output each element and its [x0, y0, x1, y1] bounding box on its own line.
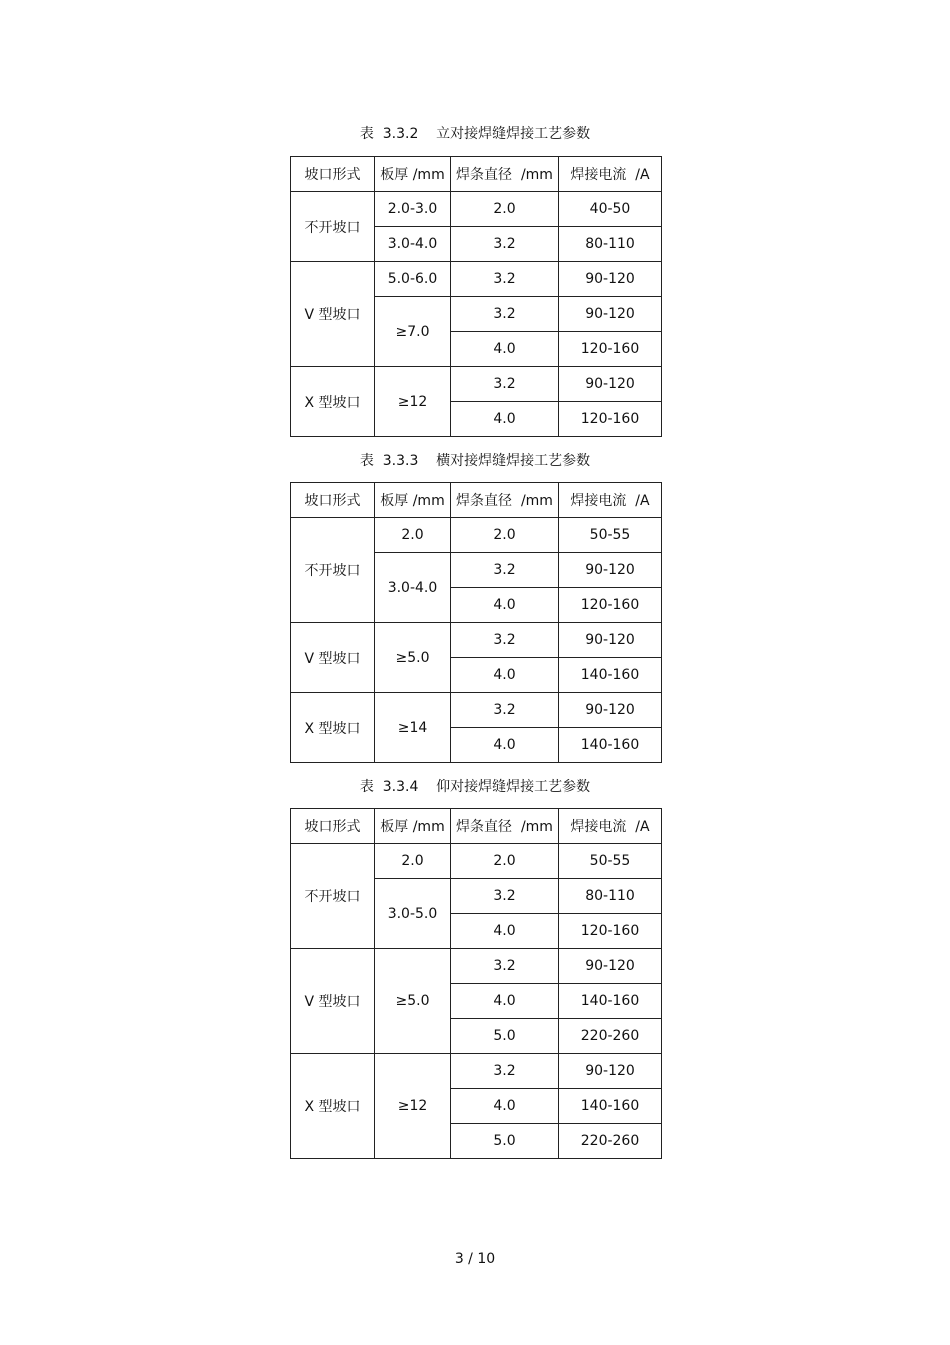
diameter-cell: 3.2 — [451, 879, 559, 914]
current-cell: 90-120 — [559, 297, 662, 332]
current-cell: 140-160 — [559, 984, 662, 1019]
current-cell: 140-160 — [559, 1089, 662, 1124]
current-cell: 220-260 — [559, 1019, 662, 1054]
current-cell: 90-120 — [559, 693, 662, 728]
groove-type-cell: X 型坡口 — [291, 693, 375, 763]
header-thickness: 板厚 /mm — [375, 809, 451, 844]
groove-type-cell: X 型坡口 — [291, 367, 375, 437]
current-cell: 90-120 — [559, 949, 662, 984]
diameter-cell: 3.2 — [451, 553, 559, 588]
thickness-cell: 2.0 — [375, 844, 451, 879]
diameter-cell: 4.0 — [451, 1089, 559, 1124]
current-cell: 90-120 — [559, 262, 662, 297]
diameter-cell: 3.2 — [451, 227, 559, 262]
diameter-cell: 3.2 — [451, 1054, 559, 1089]
header-electrode-diameter: 焊条直径 /mm — [451, 483, 559, 518]
page-number: 3 / 10 — [454, 1251, 496, 1267]
header-thickness: 板厚 /mm — [375, 157, 451, 192]
diameter-cell: 2.0 — [451, 192, 559, 227]
diameter-cell: 4.0 — [451, 332, 559, 367]
table-row — [291, 693, 662, 728]
current-cell: 40-50 — [559, 192, 662, 227]
thickness-cell: ≥12 — [375, 367, 451, 437]
current-cell: 120-160 — [559, 588, 662, 623]
thickness-cell: 3.0-4.0 — [375, 553, 451, 623]
table-row — [291, 623, 662, 658]
diameter-cell: 4.0 — [451, 658, 559, 693]
thickness-cell: 2.0-3.0 — [375, 192, 451, 227]
groove-type-cell: V 型坡口 — [291, 262, 375, 367]
thickness-cell: ≥7.0 — [375, 297, 451, 367]
diameter-cell: 4.0 — [451, 914, 559, 949]
header-electrode-diameter: 焊条直径 /mm — [451, 157, 559, 192]
diameter-cell: 2.0 — [451, 518, 559, 553]
diameter-cell: 4.0 — [451, 728, 559, 763]
header-electrode-diameter: 焊条直径 /mm — [451, 809, 559, 844]
thickness-cell: 2.0 — [375, 518, 451, 553]
diameter-cell: 3.2 — [451, 297, 559, 332]
header-groove-type: 坡口形式 — [291, 483, 375, 518]
header-groove-type: 坡口形式 — [291, 157, 375, 192]
welding-table-overhead — [290, 808, 662, 1159]
header-current: 焊接电流 /A — [559, 157, 662, 192]
table-row — [291, 192, 662, 227]
diameter-cell: 5.0 — [451, 1019, 559, 1054]
thickness-cell: 5.0-6.0 — [375, 262, 451, 297]
groove-type-cell: V 型坡口 — [291, 623, 375, 693]
diameter-cell: 3.2 — [451, 623, 559, 658]
table-row — [291, 367, 662, 402]
table-header-row — [291, 483, 662, 518]
diameter-cell: 3.2 — [451, 693, 559, 728]
table-row — [291, 518, 662, 553]
current-cell: 50-55 — [559, 518, 662, 553]
current-cell: 220-260 — [559, 1124, 662, 1159]
header-current: 焊接电流 /A — [559, 809, 662, 844]
groove-type-cell: 不开坡口 — [291, 518, 375, 623]
table-row — [291, 262, 662, 297]
diameter-cell: 4.0 — [451, 984, 559, 1019]
groove-type-cell: X 型坡口 — [291, 1054, 375, 1159]
welding-table-vertical — [290, 156, 662, 437]
table-caption: 表 3.3.3 横对接焊缝焊接工艺参数 — [359, 453, 591, 469]
current-cell: 90-120 — [559, 553, 662, 588]
table-caption: 表 3.3.2 立对接焊缝焊接工艺参数 — [359, 126, 591, 142]
groove-type-cell: 不开坡口 — [291, 192, 375, 262]
current-cell: 50-55 — [559, 844, 662, 879]
thickness-cell: 3.0-4.0 — [375, 227, 451, 262]
header-groove-type: 坡口形式 — [291, 809, 375, 844]
table-caption: 表 3.3.4 仰对接焊缝焊接工艺参数 — [359, 779, 591, 795]
thickness-cell: 3.0-5.0 — [375, 879, 451, 949]
current-cell: 140-160 — [559, 728, 662, 763]
diameter-cell: 2.0 — [451, 844, 559, 879]
current-cell: 80-110 — [559, 227, 662, 262]
groove-type-cell: V 型坡口 — [291, 949, 375, 1054]
header-thickness: 板厚 /mm — [375, 483, 451, 518]
diameter-cell: 3.2 — [451, 262, 559, 297]
header-current: 焊接电流 /A — [559, 483, 662, 518]
thickness-cell: ≥5.0 — [375, 949, 451, 1054]
welding-table-horizontal — [290, 482, 662, 763]
diameter-cell: 5.0 — [451, 1124, 559, 1159]
thickness-cell: ≥5.0 — [375, 623, 451, 693]
current-cell: 120-160 — [559, 914, 662, 949]
table-row — [291, 949, 662, 984]
table-header-row — [291, 157, 662, 192]
groove-type-cell: 不开坡口 — [291, 844, 375, 949]
table-row — [291, 1054, 662, 1089]
current-cell: 80-110 — [559, 879, 662, 914]
thickness-cell: ≥14 — [375, 693, 451, 763]
diameter-cell: 3.2 — [451, 367, 559, 402]
thickness-cell: ≥12 — [375, 1054, 451, 1159]
current-cell: 140-160 — [559, 658, 662, 693]
current-cell: 90-120 — [559, 1054, 662, 1089]
current-cell: 120-160 — [559, 332, 662, 367]
diameter-cell: 4.0 — [451, 588, 559, 623]
current-cell: 90-120 — [559, 623, 662, 658]
current-cell: 90-120 — [559, 367, 662, 402]
table-row — [291, 844, 662, 879]
diameter-cell: 4.0 — [451, 402, 559, 437]
current-cell: 120-160 — [559, 402, 662, 437]
diameter-cell: 3.2 — [451, 949, 559, 984]
table-header-row — [291, 809, 662, 844]
